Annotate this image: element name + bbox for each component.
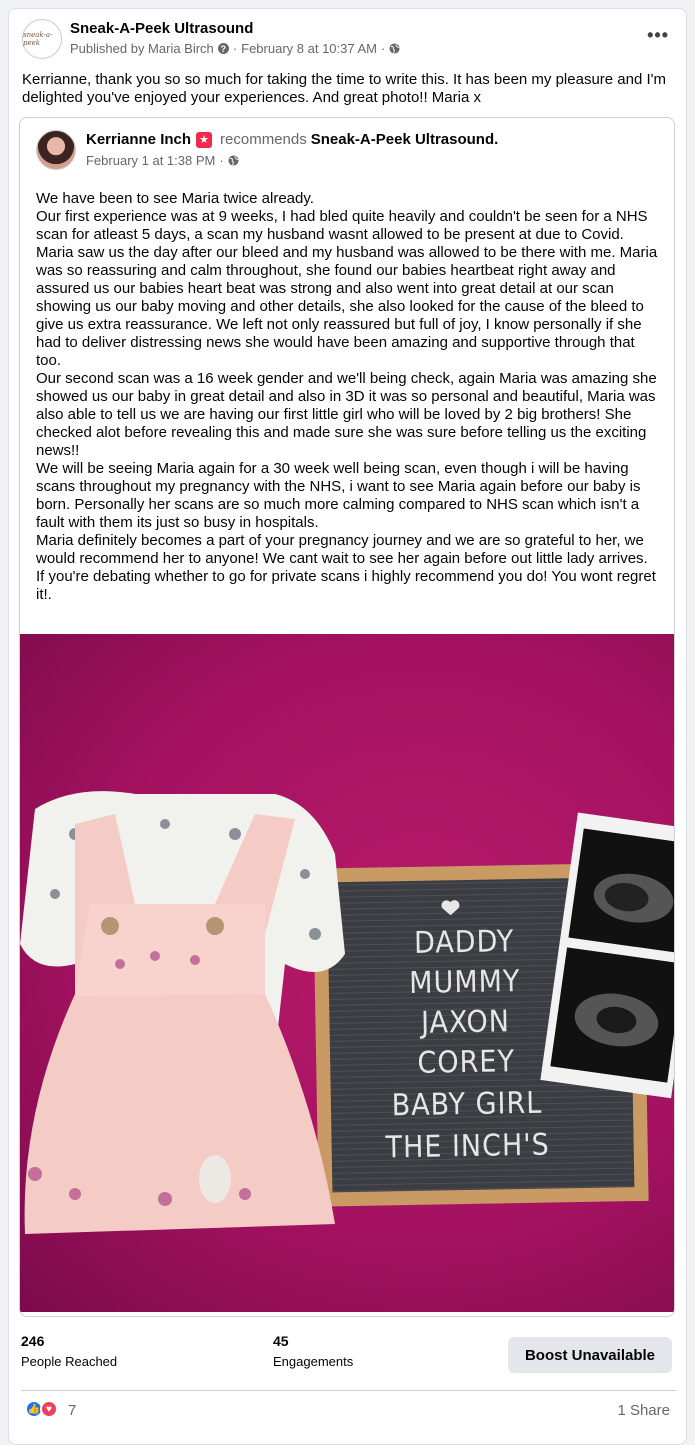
meta-separator: · <box>219 153 224 168</box>
engagements[interactable] <box>273 1333 353 1369</box>
divider <box>21 1390 676 1391</box>
page-logo-text: sneak-a-peek <box>23 31 53 47</box>
letterboard-line: MUMMY <box>408 964 521 1001</box>
post-header <box>22 19 677 67</box>
recommendation-paragraph: Our first experience was at 9 weeks, I had bled quite heavily and couldn't be seen for a NHS scan for atleast 5 days, a scan my husband wasnt allowed to be present at due to Covid. Maria saw us the day after our bleed and my husband was allowed to be there with me. Maria was so reassuring and calm throughout, she found our babies heartbeat right away and assured us our babies heart beat was strong and also went into great detail at our scan showing us our baby moving and other details, she also looked for the cause of the bleed to give us extra reassurance. We left not only reassured but full of joy, I know personally if she had to deliver distressing news she would have been amazing and supportive through that too. <box>36 208 658 369</box>
globe-icon <box>389 43 400 54</box>
reaction-icons[interactable] <box>25 1400 58 1418</box>
page-name[interactable]: Sneak-A-Peek Ultrasound <box>70 20 254 37</box>
meta-separator: · <box>381 41 386 56</box>
people-reached[interactable] <box>21 1333 117 1369</box>
published-by[interactable]: Published by Maria Birch <box>70 41 214 56</box>
reactions-summary <box>25 1399 670 1421</box>
share-count[interactable]: 1 Share <box>617 1402 670 1419</box>
page-avatar[interactable] <box>22 19 62 59</box>
recommend-star-icon: ★ <box>196 132 212 148</box>
letterboard-line: JAXON <box>420 1004 511 1041</box>
more-options-icon[interactable]: ••• <box>647 25 669 45</box>
shared-recommendation[interactable] <box>19 117 675 1317</box>
post-date[interactable]: February 8 at 10:37 AM <box>241 41 377 56</box>
like-icon: 👍 <box>25 1400 43 1418</box>
recommendation-text <box>36 190 661 604</box>
recommendation-meta <box>86 153 239 168</box>
recommendation-paragraph: We have been to see Maria twice already. <box>36 190 314 207</box>
recommendation-paragraph: If you're debating whether to go for private scans i highly recommend you do! You wont regret it!. <box>36 568 656 603</box>
post-card <box>8 8 687 1445</box>
letterboard-line: COREY <box>417 1044 516 1081</box>
post-insights <box>9 1325 687 1387</box>
letterboard-line: THE INCH'S <box>385 1127 551 1166</box>
globe-icon <box>228 155 239 166</box>
baby-announcement-photo <box>19 634 675 1312</box>
reaction-count[interactable]: 7 <box>68 1402 77 1419</box>
recommendation-paragraph: Our second scan was a 16 week gender and we'll being check, again Maria was amazing she showed us our baby in great detail and also in 3D it was so personal and beautiful, Maria was also able to tell us we are having our first little girl who will be loved by 2 big brothers! She checked alot before revealing this and made sure she was sure before telling us the exciting news!! <box>36 370 657 459</box>
letterboard-line: BABY GIRL <box>391 1085 543 1124</box>
people-reached-label: People Reached <box>21 1354 118 1369</box>
recommendation-line <box>86 131 498 148</box>
meta-separator: · <box>232 41 238 56</box>
recommendation-paragraph: We will be seeing Maria again for a 30 week well being scan, even though i will be having scans throughout my pregnancy with the NHS, i want to see Maria again before our baby is born. Personally her scans are so much more calming compared to NHS scan which isn't a fault with them its just so busy in hospitals. <box>36 460 641 531</box>
letterboard-line: DADDY <box>413 924 515 961</box>
recommendation-paragraph: Maria definitely becomes a part of your pregnancy journey and we are so grateful to her, we would recommend her to anyone! We cant wait to see her again before out little lady arrives. <box>36 532 648 567</box>
help-icon[interactable]: ? <box>218 43 229 54</box>
post-meta <box>70 41 400 56</box>
user-avatar[interactable] <box>36 130 76 170</box>
post-photo[interactable] <box>19 634 675 1312</box>
recommendation-header <box>36 130 656 172</box>
user-name[interactable]: Kerrianne Inch <box>86 131 192 148</box>
people-reached-value: 246 <box>21 1333 45 1349</box>
love-icon: ♥ <box>40 1400 58 1418</box>
ultrasound-prints <box>540 813 675 1099</box>
recommended-page[interactable]: Sneak-A-Peek Ultrasound. <box>310 131 499 148</box>
boost-button[interactable]: Boost Unavailable <box>508 1337 672 1373</box>
recommendation-date[interactable]: February 1 at 1:38 PM <box>86 153 216 168</box>
recommend-verb: recommends <box>220 131 307 148</box>
post-text: Kerrianne, thank you so so much for taking the time to write this. It has been my pleasure and I'm delighted you've enjoyed your experiences. And great photo!! Maria x <box>22 71 667 106</box>
engagements-label: Engagements <box>273 1354 354 1369</box>
engagements-value: 45 <box>273 1333 289 1349</box>
